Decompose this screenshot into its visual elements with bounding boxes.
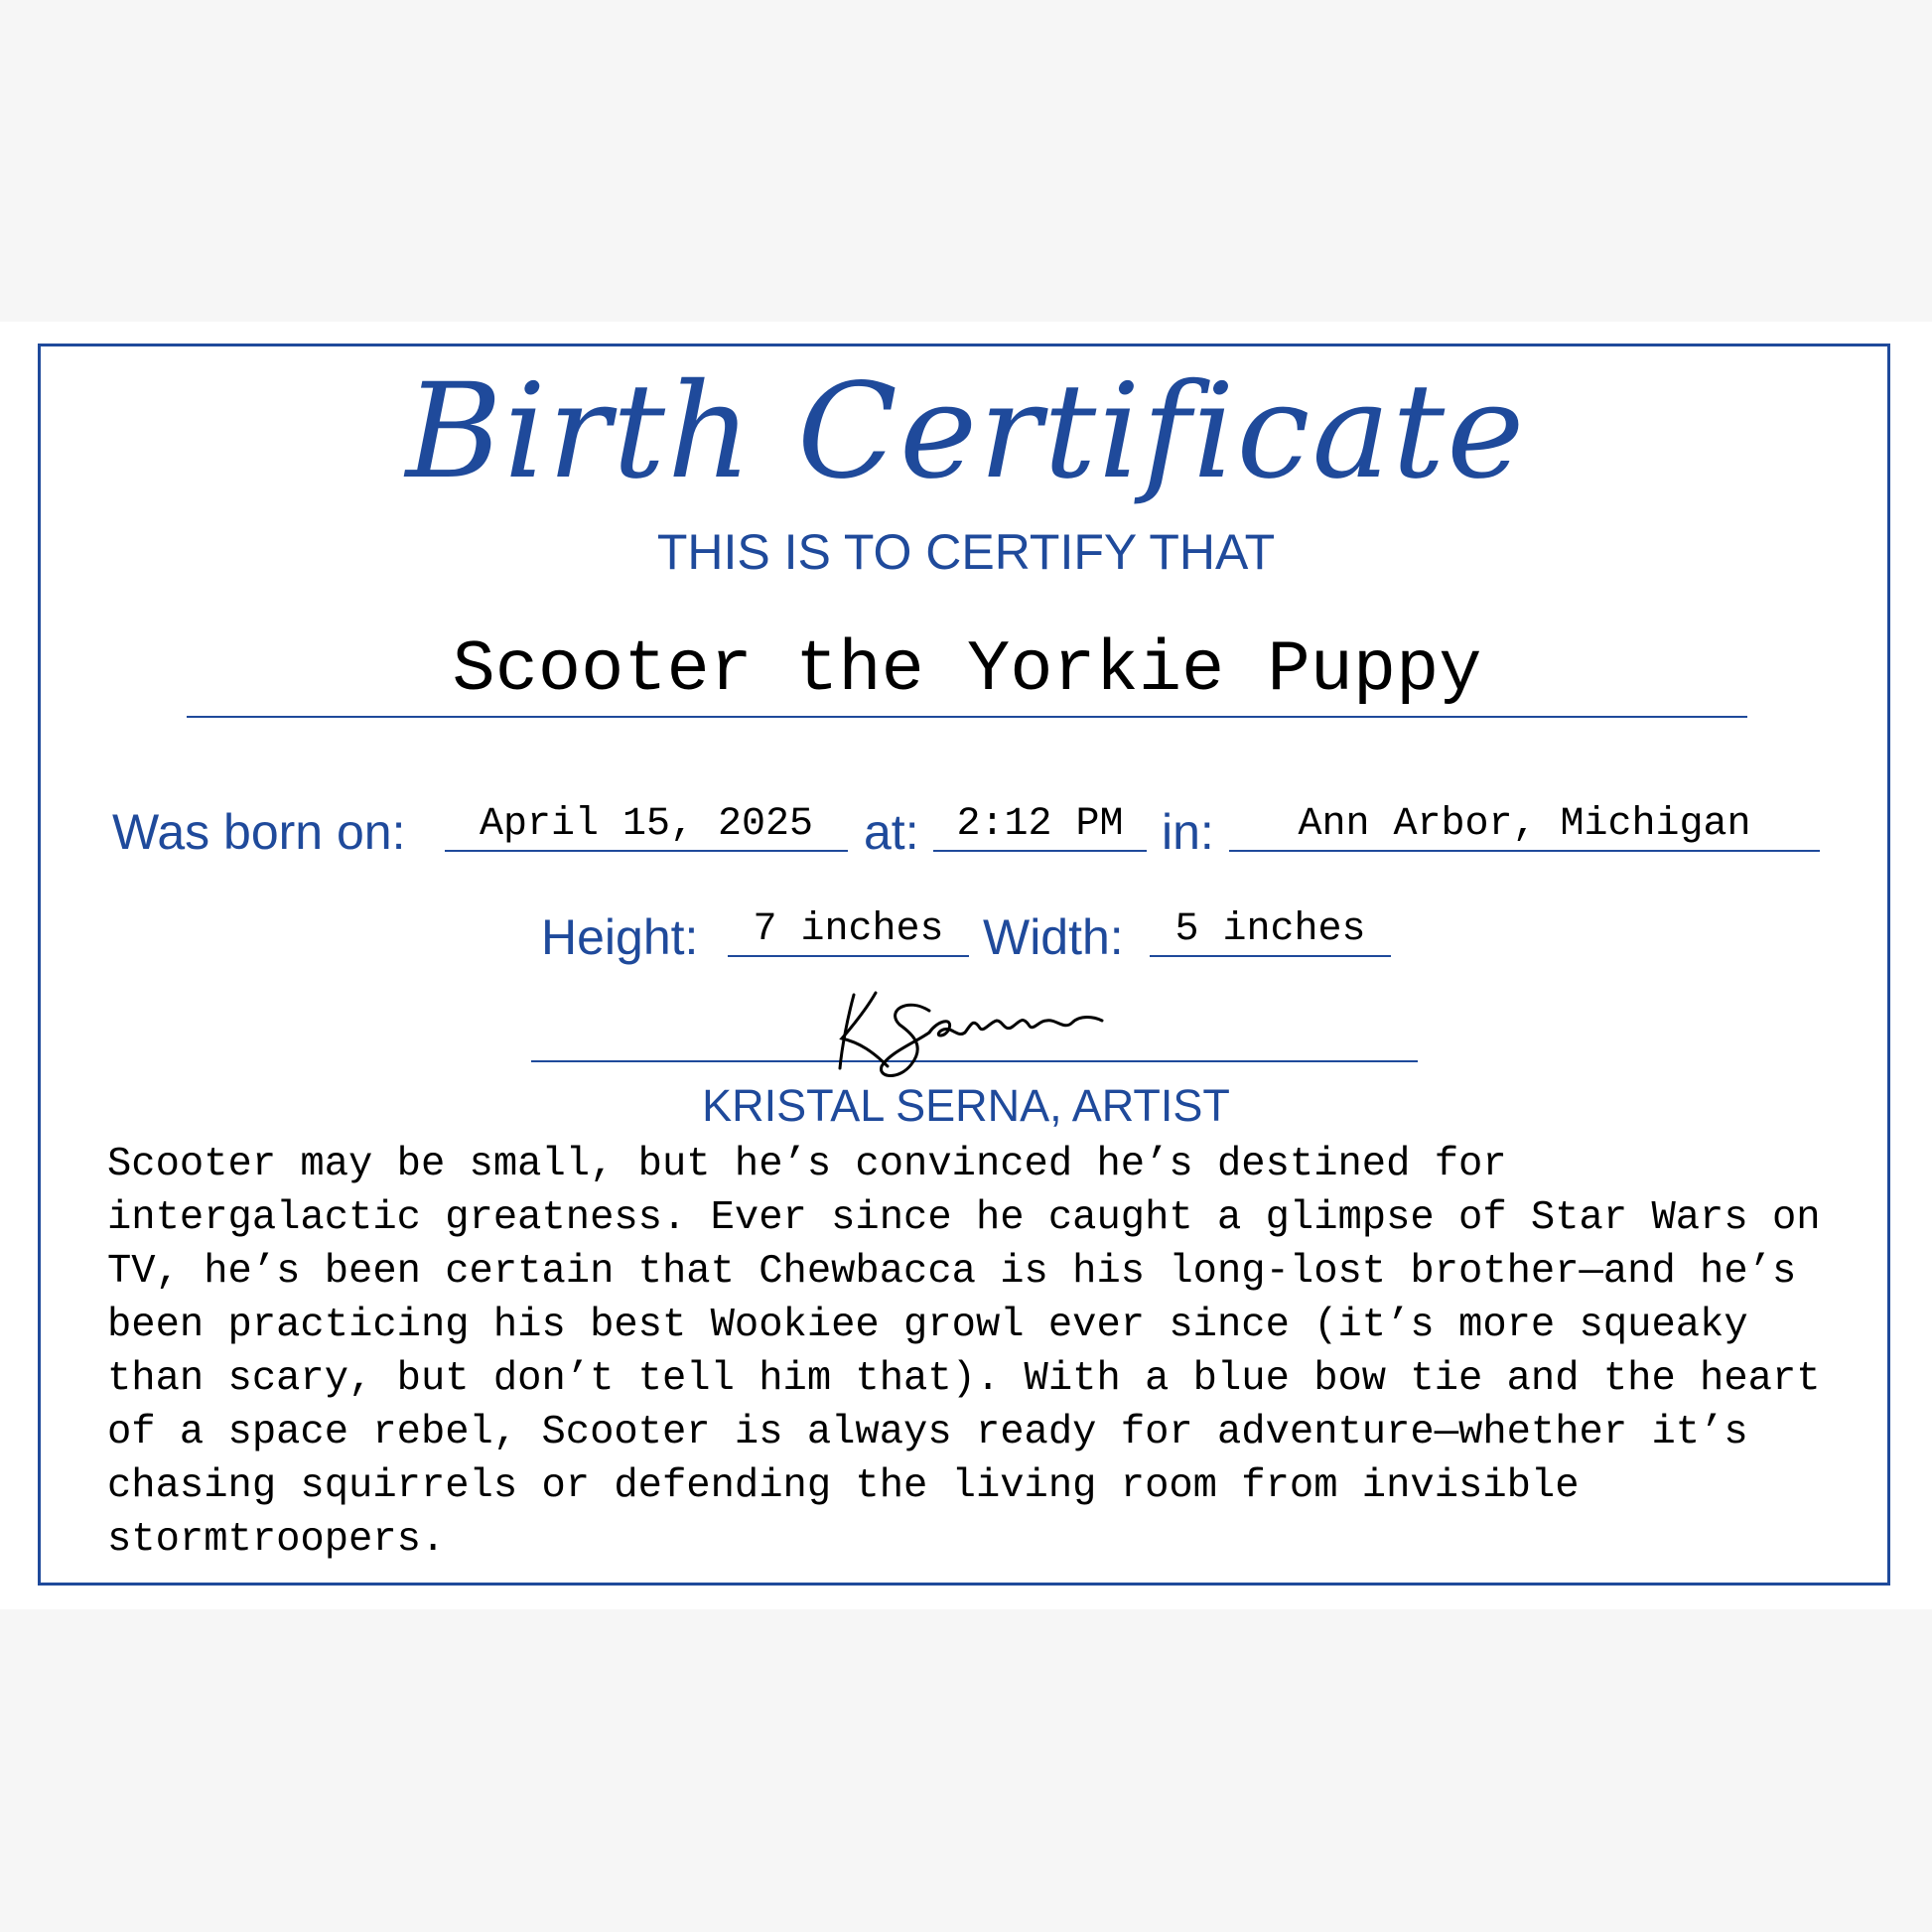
certificate-title: Birth Certificate (405, 355, 1527, 508)
width-field: 5 inches (1150, 905, 1391, 957)
at-label: at: (864, 804, 919, 860)
height-field: 7 inches (728, 905, 969, 957)
pet-name: Scooter the Yorkie Puppy (187, 624, 1747, 718)
in-label: in: (1162, 804, 1214, 860)
width-label: Width: (983, 909, 1124, 965)
certificate-card (0, 322, 1932, 1609)
pet-bio: Scooter may be small, but he’s convinced he’s destined for intergalactic greatness. Ever since he caught a glimpse of Star Wars on TV, he’s been certain that Chewbacca is his long-lost brother—and he’s been practicing his best Wookiee growl ever since (it’s more squeaky than scary, but don’t tell him that). With a blue bow tie and the heart of a space rebel, Scooter is always ready for adventure—whether it’s chasing squirrels or defending the living room from invisible stormtroopers. (107, 1142, 1821, 1563)
artist-signature (834, 977, 1112, 1086)
born-time-field: 2:12 PM (933, 800, 1147, 852)
certify-subtitle: THIS IS TO CERTIFY THAT (656, 524, 1276, 580)
born-place-field: Ann Arbor, Michigan (1229, 800, 1820, 852)
born-date-field: April 15, 2025 (445, 800, 848, 852)
born-label: Was born on: (112, 804, 406, 860)
artist-name: KRISTAL SERNA, ARTIST (702, 1080, 1230, 1131)
height-label: Height: (541, 909, 699, 965)
